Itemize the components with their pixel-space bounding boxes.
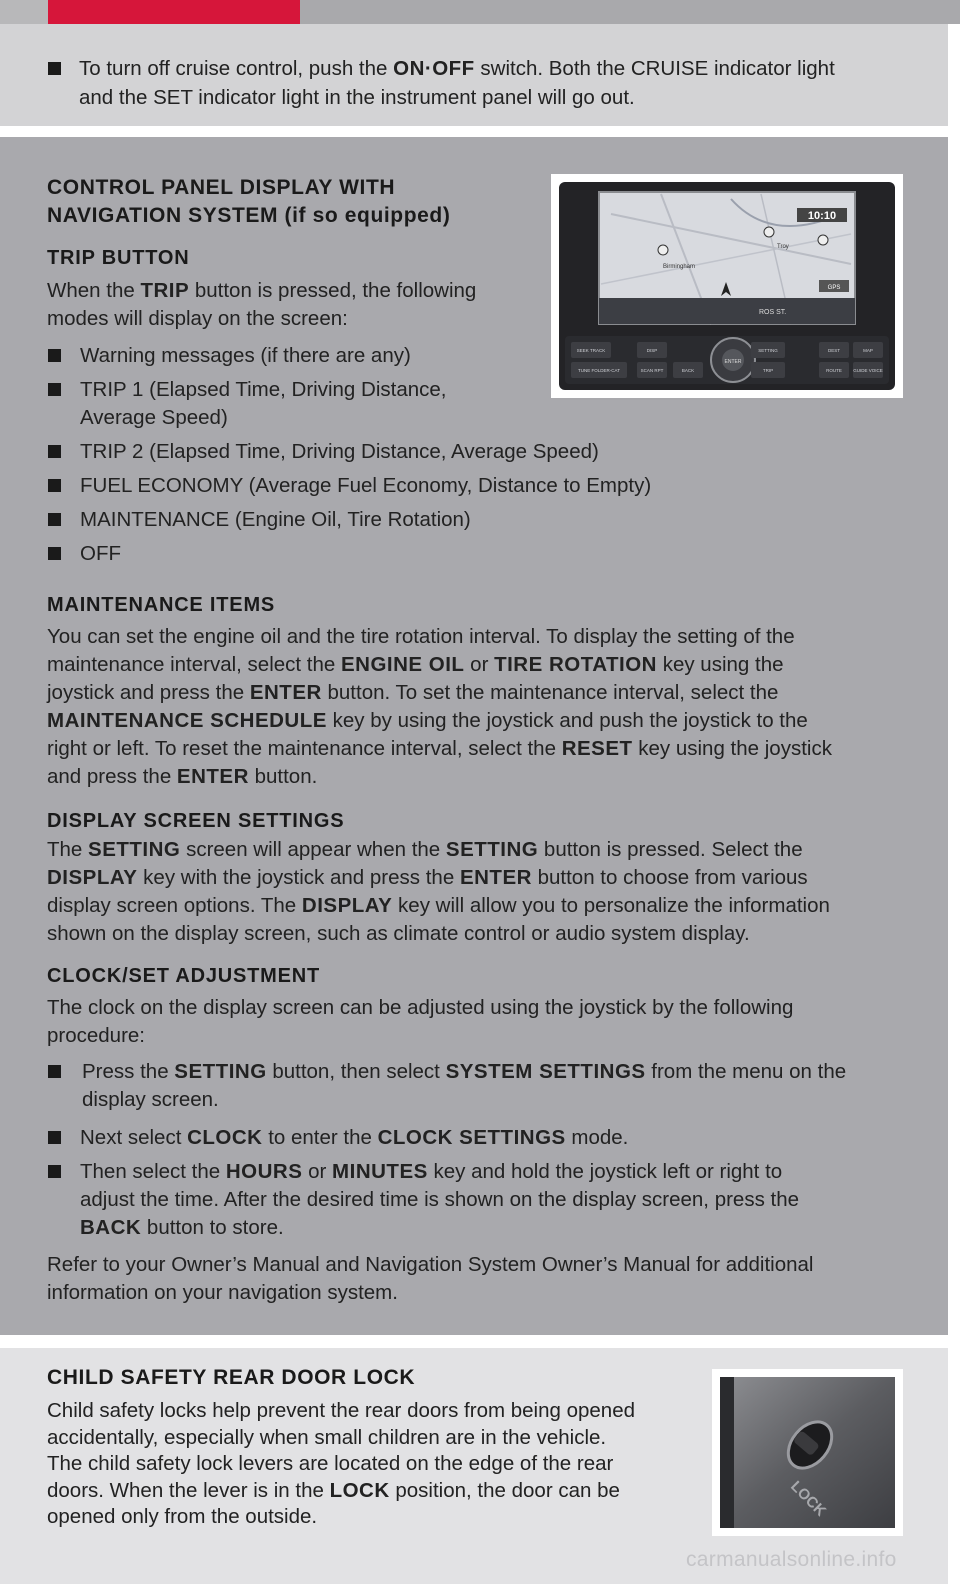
trip-intro-2: modes will display on the screen: xyxy=(47,307,348,330)
bullet-icon xyxy=(48,62,61,75)
lock-label: LOCK xyxy=(787,1477,830,1520)
maintenance-heading: MAINTENANCE ITEMS xyxy=(47,594,276,616)
nav-city: Birmingham xyxy=(663,264,696,270)
child-lock-photo xyxy=(712,1369,903,1536)
bullet-icon xyxy=(48,1131,61,1144)
clock-step-3-cont: BACK button to store. xyxy=(80,1216,284,1239)
nav-town: Troy xyxy=(777,244,789,250)
bullet-icon xyxy=(48,513,61,526)
maintenance-line: MAINTENANCE SCHEDULE key by using the joystick and push the joystick to the xyxy=(47,709,808,732)
bullet-icon xyxy=(48,445,61,458)
nav-gps: GPS xyxy=(827,285,841,291)
clock-step-2: Next select CLOCK to enter the CLOCK SETTINGS mode. xyxy=(80,1126,629,1149)
bullet-icon xyxy=(48,383,61,396)
clock-step-3: Then select the HOURS or MINUTES key and hold the joystick left or right to xyxy=(80,1160,783,1183)
nav-btn-label: TUNE FOLDER-CAT xyxy=(578,368,620,373)
nav-btn-label: ROUTE xyxy=(826,368,842,373)
child-line: The child safety lock levers are located on the edge of the rear xyxy=(47,1452,614,1475)
child-line: Child safety locks help prevent the rear doors from being opened xyxy=(47,1399,636,1422)
nav-btn-label: DISP xyxy=(646,348,658,353)
cruise-line-2: and the SET indicator light in the instrument panel will go out. xyxy=(79,86,635,109)
nav-photo-illustration xyxy=(551,174,903,398)
maintenance-line: and press the ENTER button. xyxy=(47,765,318,788)
child-heading: CHILD SAFETY REAR DOOR LOCK xyxy=(47,1366,416,1389)
mode-item-cont: Average Speed) xyxy=(80,406,228,429)
trip-heading: TRIP BUTTON xyxy=(47,247,190,269)
nav-btn-label: SETTING xyxy=(758,348,778,353)
top-strip-gray xyxy=(300,0,960,24)
mode-item: Warning messages (if there are any) xyxy=(80,344,411,367)
clock-intro: The clock on the display screen can be adjusted using the joystick by the following xyxy=(47,996,794,1019)
mode-item: MAINTENANCE (Engine Oil, Tire Rotation) xyxy=(80,508,471,531)
accent-bar xyxy=(48,0,300,24)
control-title-line-2: NAVIGATION SYSTEM (if so equipped) xyxy=(47,204,451,227)
nav-btn-label: GUIDE VOICE xyxy=(853,368,883,373)
nav-btn-label: SEEK TRACK xyxy=(576,348,606,353)
mode-item: TRIP 1 (Elapsed Time, Driving Distance, xyxy=(80,378,447,401)
display-line: display screen options. The DISPLAY key will allow you to personalize the information xyxy=(47,894,830,917)
reference-note: information on your navigation system. xyxy=(47,1281,398,1304)
nav-btn-label: SCAN RPT xyxy=(640,368,664,373)
bullet-icon xyxy=(48,349,61,362)
nav-btn-label: MAP xyxy=(863,348,873,353)
child-lock-illustration xyxy=(712,1369,903,1536)
nav-enter-label: ENTER xyxy=(724,359,742,365)
nav-btn-label: BACK xyxy=(681,368,695,373)
nav-btn-label: DEST xyxy=(827,348,841,353)
clock-step-1: Press the SETTING button, then select SYSTEM SETTINGS from the menu on the xyxy=(82,1060,847,1083)
clock-step-3-cont: adjust the time. After the desired time is shown on the display screen, press the xyxy=(80,1188,800,1211)
bullet-icon xyxy=(48,1165,61,1178)
reference-note: Refer to your Owner’s Manual and Navigation System Owner’s Manual for additional xyxy=(47,1253,814,1276)
maintenance-line: You can set the engine oil and the tire rotation interval. To display the setting of the xyxy=(47,625,795,648)
cruise-line-1: To turn off cruise control, push the ON·OFF switch. Both the CRUISE indicator light xyxy=(79,57,835,80)
child-line: opened only from the outside. xyxy=(47,1505,318,1528)
trip-intro-1: When the TRIP button is pressed, the following xyxy=(47,279,477,302)
maintenance-line: maintenance interval, select the ENGINE OIL or TIRE ROTATION key using the xyxy=(47,653,784,676)
maintenance-line: joystick and press the ENTER button. To set the maintenance interval, select the xyxy=(47,681,779,704)
mode-item: FUEL ECONOMY (Average Fuel Economy, Distance to Empty) xyxy=(80,474,652,497)
control-title-line-1: CONTROL PANEL DISPLAY WITH xyxy=(47,176,396,199)
watermark: carmanualsonline.info xyxy=(686,1548,897,1571)
bullet-icon xyxy=(48,547,61,560)
display-line: DISPLAY key with the joystick and press the ENTER button to choose from various xyxy=(47,866,808,889)
nav-clock: 10:10 xyxy=(807,210,837,222)
nav-system-photo xyxy=(551,174,903,398)
clock-heading: CLOCK/SET ADJUSTMENT xyxy=(47,965,321,987)
nav-btn-label: TRIP xyxy=(762,368,774,373)
nav-road: ROS ST. xyxy=(759,309,787,316)
mode-item: OFF xyxy=(80,542,121,565)
mode-item: TRIP 2 (Elapsed Time, Driving Distance, Average Speed) xyxy=(80,440,599,463)
display-line: shown on the display screen, such as climate control or audio system display. xyxy=(47,922,750,945)
bullet-icon xyxy=(48,1065,61,1078)
clock-intro: procedure: xyxy=(47,1024,146,1047)
bullet-icon xyxy=(48,479,61,492)
display-line: The SETTING screen will appear when the SETTING button is pressed. Select the xyxy=(47,838,803,861)
clock-step-1-cont: display screen. xyxy=(82,1088,219,1111)
display-heading: DISPLAY SCREEN SETTINGS xyxy=(47,810,345,832)
child-line: doors. When the lever is in the LOCK position, the door can be xyxy=(47,1479,620,1502)
maintenance-line: right or left. To reset the maintenance interval, select the RESET key using the joystick xyxy=(47,737,832,760)
child-line: accidentally, especially when small children are in the vehicle. xyxy=(47,1426,607,1449)
